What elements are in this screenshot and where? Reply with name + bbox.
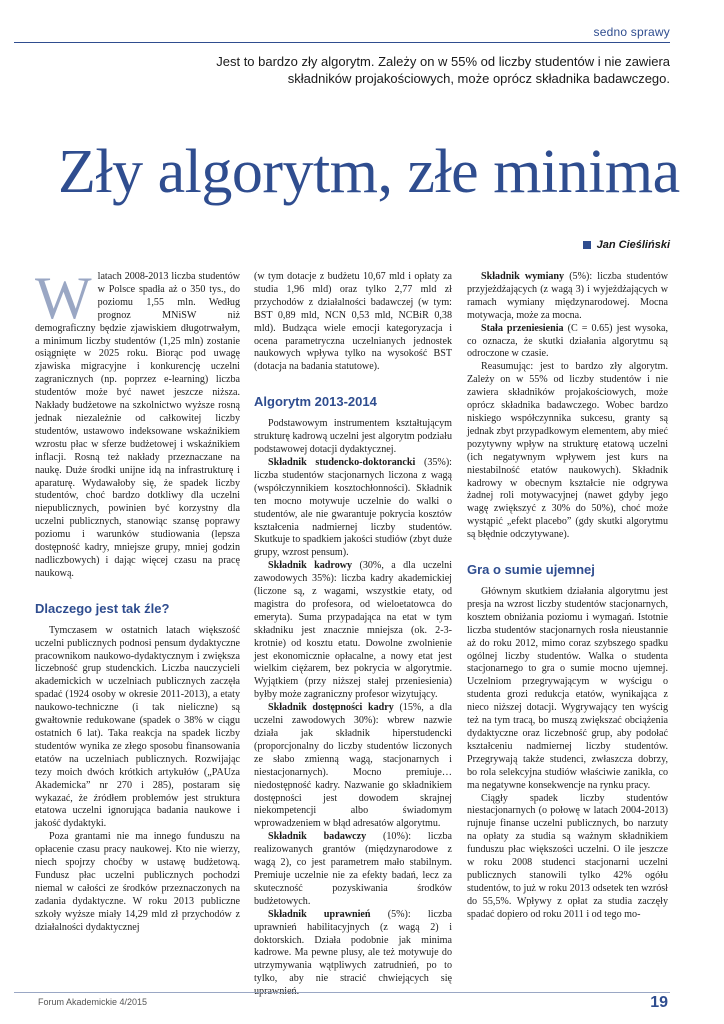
- paragraph: Poza grantami nie ma innego funduszu na opłacenie czasu pracy naukowej. Kto nie wierzy, niech spojrzy choćby w ustawę budżetową. Fundusz płac uczelni publicznych pochodzi niemal w całości ze środków przeznaczonych na zadania dydaktyczne. W roku 2013 publiczne szkoły wyższe miały 14,29 mld zł przychodów z działalności dydaktycznej: [35, 831, 240, 933]
- lead-line: Jest to bardzo zły algorytm. Zależy on w 55% od liczby studentów i nie zawiera: [216, 54, 670, 69]
- paragraph: Głównym skutkiem działania algorytmu jest presja na wzrost liczby studentów stacjonarnych, kosztem obniżania poziomu i wymagań. Istotnie liczba studentów stacjonarnych rosła nieustannie aż do roku 2012, mimo coraz szybszego spadku ogólnej liczby studentów. Walka o studenta stacjonarnego to gra o sumie mocno ujemnej. Uczelniom przegrywającym w wyścigu o studenta grozi redukcja etatów, wynikająca z nieco niższej dotacji. Wygrywający ten wyścig też na tym tracą, bo muszą zwiększać obciążenia dydaktyczne oraz liczebność grup, aby podołać kształceniu nadmiernej liczby studentów. Przegrywają także studenci, zwłaszcza dobrzy, bo rola selekcyjna studiów właściwie zanikła, co ma negatywne konsekwencje na rynku pracy.: [467, 586, 668, 791]
- term-bold: Składnik uprawnień: [268, 908, 371, 920]
- term-bold: Składnik kadrowy: [268, 560, 353, 572]
- paragraph-text: (35%): liczba studentów stacjonarnych liczona z wagą (współczynnikiem kosztochłonności). Składnik ten mocno motywuje uczelnie do walki o studentów, ale nie gwarantuje pokrycia kosztów kształcenia nadmiernej liczby studentów. Skutkuje to spadkiem jakości studiów (zbyt duże grupy, wzrost pensum).: [254, 456, 452, 559]
- section-heading: Algorytm 2013-2014: [254, 394, 377, 410]
- paragraph-text: (C = 0.65) jest wysoka, co oznacza, że skutki działania algorytmu są odroczone w czasie.: [467, 322, 669, 360]
- paragraph: [254, 457, 452, 560]
- paragraph-text: (10%): liczba realizowanych grantów (międzynarodowe z wagą 2), co jest parametrem mało stabilnym. Premiuje uczelnie nie za efekty badań, lecz za skuteczność pozyskiwania środków budżetowych.: [254, 831, 452, 907]
- paragraph: (w tym dotacje z budżetu 10,67 mld i opłaty za studia 1,96 mld) oraz tylko 2,77 mld zł przychodów z działalności badawczej (w tym: BST 0,89 mld, NCN 0,53 mld, NCBiR 0,38 mld). Budząca wiele emocji kategoryzacja i ocena parametryczna uczelnianych jednostek naukowych wpływa tylko na wysokość BST (dotacja na badania statutowe).: [254, 271, 452, 373]
- paragraph-text: (30%, a dla uczelni zawodowych 35%): liczba kadry akademickiej (liczone są, z wagami, wszystkie etaty, od magistra do profesora, od wieloetatowca do emeryta). Suma przypadająca na etat w tym składniku jest znacznie mniejsza (ok. 2-3-krotnie) od kosztu etatu. Dowolne zwolnienie jest ekonomicznie opłacalne, a nowy etat jest wielkim ciężarem, bez pokrycia w algorytmie. Wyjątkiem (przy niższej stałej przeniesienia) byłby może zagraniczny profesor wizytujący.: [254, 560, 453, 701]
- header-rule: [14, 42, 670, 43]
- section-label: sedno sprawy: [593, 25, 670, 39]
- paragraph: [467, 271, 668, 323]
- paragraph-text: latach 2008-2013 liczba studentów w Polsce spadła aż o 350 tys., do poziomu 1,55 mln. Według prognoz MNiSW niż demograficzny będzie zjawiskiem długotrwałym, a minimum liczby studentów (1,25 mln) zostanie osiągnięte w 2025 roku. Biorąc pod uwagę zjawiska migracyjne i konkurencję uczelni zagranicznych (np. poprzez e-learning) liczba studentów może być nawet jeszcze niższa. Nakłady budżetowe na szkolnictwo wyższe rosną jednak niezależnie od całkowitej liczby studentów, ustawowo indeksowane wskaźnikiem wzrostu płac w sferze budżetowej i wskaźnikiem inflacji. Rosną też nakłady przeznaczane na naukę. Duże środki unijne idą na infrastrukturę i aparaturę. Wydawałoby się, że spadek liczby studentów, choć bardzo dotkliwy dla uczelni niepublicznych, powinien być korzystny dla uczelni publicznych, stanowiąc szansę poprawy poziomu i warunków studiowania (lepsza dostępność kadry, mniejsze grupy, mniej godzin nadliczbowych) i dając więcej czasu na pracę naukową.: [35, 271, 240, 579]
- term-bold: Składnik wymiany: [481, 271, 565, 282]
- paragraph-text: (5%): liczba uprawnień habilitacyjnych (z wagą 2) i doktorskich. Działa podobnie jak minima kadrowe. Ma pewne plusy, ale też motywuje do utrzymywania wątpliwych zatrudnień, po to tylko, aby nie stracić chwiejących się uprawnień.: [254, 908, 452, 998]
- section-heading: Gra o sumie ujemnej: [467, 562, 595, 578]
- page-number: 19: [650, 994, 668, 1011]
- section-heading: Dlaczego jest tak źle?: [35, 600, 170, 616]
- paragraph: [254, 909, 452, 999]
- text-column-3: [467, 271, 668, 922]
- paragraph: Ciągły spadek liczby studentów niestacjonarnych (o połowę w latach 2004-2013) rujnuje finanse uczelni publicznych, bo narzuty na opłaty za studia są ważnym składnikiem funduszu płac większości uczelni. O ile jeszcze w roku 2008 studenci stacjonarni uczelni publicznych stanowili tylko 42% ogółu studentów, to już w roku 2013 odsetek ten wzrósł do 55,5%. Wpływy z opłat za studia zaczęły spadać dopiero od roku 2011 i od tego mo-: [467, 792, 668, 920]
- term-bold: Składnik badawczy: [268, 831, 367, 843]
- author-name: Jan Cieśliński: [596, 239, 670, 251]
- paragraph: Tymczasem w ostatnich latach większość uczelni publicznych podnosi pensum dydaktyczne pracownikom naukowo-dydaktycznym i zwiększa liczebność grup studenckich. Liczba nauczycieli akademickich w uczelniach publicznych zaczęła spadać (1924 osoby w okresie 2011-2013), a etaty naukowo-techniczne (i tak nieliczne) są gwałtownie redukowane (spadek o 38% w ciągu ostatnich 6 lat). Taka reakcja na spadek liczby studentów wynika ze złego sposobu finansowania etatów na uczelniach publicznych. Rozwijając tezy moich dwóch krótkich artykułów („PAUza Akademicka” nr 270 i 285), postaram się wykazać, że źródłem problemów jest struktura etatowa uczelni ignorująca badania naukowe i jakość dydaktyki.: [35, 624, 240, 830]
- paragraph: [467, 323, 668, 362]
- author-byline: [583, 239, 670, 251]
- lead-line: składników projakościowych, może oprócz składnika badawczego.: [287, 71, 670, 86]
- paragraph: Reasumując: jest to bardzo zły algorytm. Zależy on w 55% od liczby studentów i nie zawiera składników projakościowych, może oprócz składnika badawczego. Wobec bardzo niskiego współczynnika sukcesu, granty są jednak zbyt przypadkowym elementem, aby mieć pozytywny wpływ na strukturę etatową uczelni (ich negatywnym wpływem jest kurs na niestabilność etatów naukowych). Składnik kadrowy w obecnym kształcie nie odgrywa żadnej roli motywacyjnej (nawet gdyby jego wagę zwiększyć z 30% do 50%), choć może wystąpić „efekt placebo” (gdy skutki algorytmu są błędnie odczytywane).: [467, 361, 668, 541]
- paragraph-text: (5%): liczba studentów przyjeżdżających (z wagą 3) i wyjeżdżających w ramach wymiany międzynarodowej. Mocna motywacja, może za mocna.: [467, 271, 668, 321]
- text-column-2: [254, 271, 452, 999]
- term-bold: Stała przeniesienia: [481, 322, 564, 334]
- term-bold: Składnik dostępności kadry: [268, 702, 394, 714]
- article-lead: [200, 53, 670, 87]
- paragraph: [35, 265, 240, 581]
- paragraph: Podstawowym instrumentem kształtującym strukturę kadrową uczelni jest algorytm podziału podstawowej dotacji dydaktycznej.: [254, 418, 452, 456]
- drop-cap: W: [35, 265, 92, 331]
- article-title: Zły algorytm, złe minima: [58, 138, 680, 206]
- footer-rule: [14, 992, 670, 993]
- term-bold: Składnik studencko-doktorancki: [268, 456, 416, 468]
- paragraph-text: (15%, a dla uczelni zawodowych 30%): wbrew nazwie działa jak składnik hiperstudencki (proporcjonalny do liczby studentów liczonych ze słabo zmienną wagą, stacjonarnych i niestacjonarnych). Mocno premiuje… niedostępność kadry. Nazwanie go składnikiem dostępności jest dowodem skrajnej niekompetencji albo świadomym wprowadzeniem w błąd adresatów algorytmu.: [254, 702, 452, 830]
- journal-issue: Forum Akademickie 4/2015: [38, 997, 148, 1007]
- paragraph: [254, 831, 452, 908]
- paragraph: [254, 560, 452, 702]
- text-column-1: [35, 265, 240, 935]
- square-bullet-icon: [583, 241, 591, 249]
- paragraph: [254, 702, 452, 831]
